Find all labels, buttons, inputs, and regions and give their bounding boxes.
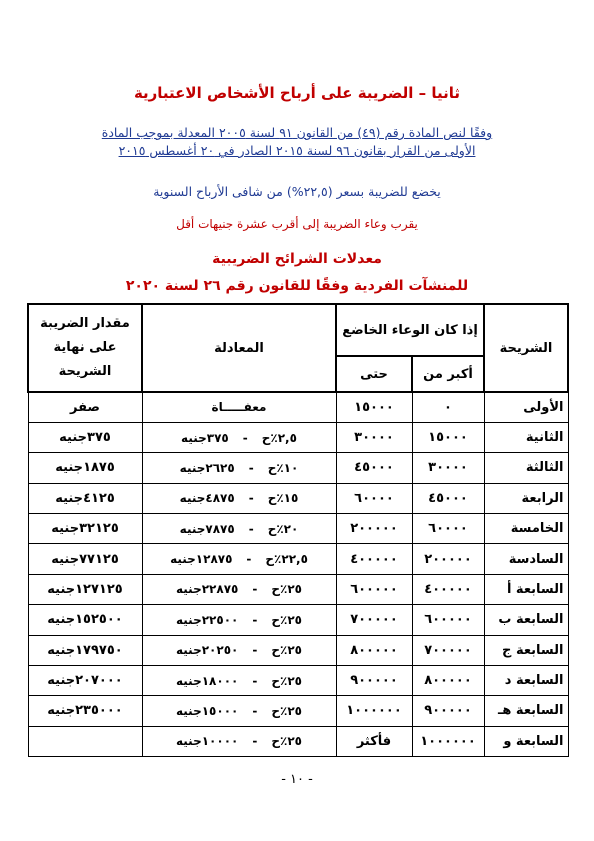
- law-reference-line-1: وفقًا لنص المادة رقم (٤٩) من القانون ٩١ لسنة ٢٠٠٥ المعدلة بموجب المادة: [101, 125, 493, 140]
- law-reference-line-2: الأولى من القرار بقانون ٩٦ لسنة ٢٠١٥ الصادر في ٢٠ أغسطس ٢٠١٥: [118, 143, 476, 158]
- table-row: [28, 696, 568, 726]
- equation-subtract: ١٢٨٧٥جنيه: [170, 552, 233, 567]
- bracket-name: الأولى: [484, 392, 568, 422]
- bracket-tax-amount: ١٨٧٥جنيه: [28, 453, 142, 483]
- bracket-from: ٠: [412, 392, 484, 422]
- equation-rate: ٢٥٪ح: [271, 703, 302, 718]
- equation-rate: ٢٥٪ح: [271, 643, 302, 658]
- bracket-to: فأكثر: [336, 726, 412, 756]
- equation-dash: -: [248, 460, 254, 475]
- bracket-tax-amount: ٢٣٥٠٠٠جنيه: [28, 696, 142, 726]
- bracket-to: ٣٠٠٠٠: [336, 422, 412, 452]
- bracket-equation: [142, 544, 336, 574]
- header-tax-amount: مقدار الضريبة على نهاية الشريحة: [28, 304, 142, 392]
- bracket-equation: [142, 422, 336, 452]
- equation-dash: -: [252, 703, 258, 718]
- bracket-tax-amount: ١٢٧١٢٥جنيه: [28, 574, 142, 604]
- law-reference-paragraph: [0, 124, 594, 160]
- equation-rate: ٢٠٪ح: [267, 521, 299, 536]
- bracket-name: السابعة ب: [484, 605, 568, 635]
- bracket-name: السابعة أ: [484, 574, 568, 604]
- table-row: [28, 422, 568, 452]
- bracket-from: ٤٠٠٠٠٠: [412, 574, 484, 604]
- bracket-to: ٤٠٠٠٠٠: [336, 544, 412, 574]
- equation-subtract: ١٨٠٠٠جنيه: [176, 673, 239, 688]
- bracket-equation: [142, 574, 336, 604]
- bracket-tax-amount: ٣٧٥جنيه: [28, 422, 142, 452]
- page-number: - ١٠ -: [281, 772, 313, 787]
- bracket-tax-amount: ٤١٢٥جنيه: [28, 483, 142, 513]
- table-row: [28, 514, 568, 544]
- table-row: [28, 392, 568, 422]
- equation-dash: -: [248, 521, 254, 536]
- bracket-equation: [142, 696, 336, 726]
- bracket-equation: [142, 605, 336, 635]
- bracket-to: ٧٠٠٠٠٠: [336, 605, 412, 635]
- bracket-from: ٦٠٠٠٠٠: [412, 605, 484, 635]
- bracket-name: الثانية: [484, 422, 568, 452]
- table-row: [28, 665, 568, 695]
- bracket-from: ٣٠٠٠٠: [412, 453, 484, 483]
- equation-dash: -: [246, 552, 252, 567]
- header-up-to: حتى: [336, 356, 412, 392]
- bracket-from: ٦٠٠٠٠: [412, 514, 484, 544]
- table-row: [28, 453, 568, 483]
- bracket-tax-amount: صفر: [28, 392, 142, 422]
- table-row: [28, 483, 568, 513]
- bracket-name: الخامسة: [484, 514, 568, 544]
- bracket-to: ١٠٠٠٠٠٠: [336, 696, 412, 726]
- table-row: [28, 726, 568, 756]
- bracket-equation: [142, 665, 336, 695]
- equation-dash: -: [252, 643, 258, 658]
- bracket-equation: معفـــــاة: [142, 392, 336, 422]
- equation-dash: -: [252, 612, 258, 627]
- tax-brackets-table: [27, 303, 569, 757]
- bracket-to: ٨٠٠٠٠٠: [336, 635, 412, 665]
- equation-dash: -: [252, 582, 258, 597]
- bracket-tax-amount: ٣٢١٢٥جنيه: [28, 514, 142, 544]
- equation-subtract: ٣٧٥جنيه: [181, 430, 229, 445]
- bracket-name: السابعة د: [484, 665, 568, 695]
- table-title: معدلات الشرائح الضريبية: [212, 251, 382, 267]
- table-row: [28, 544, 568, 574]
- bracket-equation: [142, 635, 336, 665]
- rounding-rule: يقرب وعاء الضريبة إلى أقرب عشرة جنيهات أقل: [176, 217, 418, 231]
- equation-rate: ٢٥٪ح: [271, 582, 302, 597]
- equation-dash: -: [248, 491, 254, 506]
- bracket-equation: [142, 726, 336, 756]
- bracket-to: ٦٠٠٠٠٠: [336, 574, 412, 604]
- table-row: [28, 635, 568, 665]
- equation-dash: -: [252, 673, 258, 688]
- bracket-name: الرابعة: [484, 483, 568, 513]
- table-subtitle: للمنشآت الفردية وفقًا للقانون رقم ٢٦ لسنة ٢٠٢٠: [125, 278, 469, 294]
- bracket-to: ٤٥٠٠٠: [336, 453, 412, 483]
- equation-rate: ١٥٪ح: [267, 491, 299, 506]
- equation-subtract: ٢٢٨٧٥جنيه: [176, 582, 239, 597]
- bracket-from: ٩٠٠٠٠٠: [412, 696, 484, 726]
- equation-rate: ٢٥٪ح: [271, 734, 302, 749]
- bracket-name: السابعة هـ: [484, 696, 568, 726]
- table-row: [28, 605, 568, 635]
- equation-rate: ٢٢,٥٪ح: [265, 552, 308, 567]
- bracket-to: ٩٠٠٠٠٠: [336, 665, 412, 695]
- bracket-to: ٦٠٠٠٠: [336, 483, 412, 513]
- bracket-tax-amount: [28, 726, 142, 756]
- equation-rate: ٢٥٪ح: [271, 612, 302, 627]
- bracket-name: السابعة و: [484, 726, 568, 756]
- bracket-equation: [142, 514, 336, 544]
- equation-rate: ١٠٪ح: [267, 460, 299, 475]
- equation-dash: -: [252, 734, 258, 749]
- bracket-to: ١٥٠٠٠: [336, 392, 412, 422]
- bracket-from: ٤٥٠٠٠: [412, 483, 484, 513]
- bracket-from: ٧٠٠٠٠٠: [412, 635, 484, 665]
- equation-subtract: ١٥٠٠٠جنيه: [176, 703, 239, 718]
- equation-subtract: ٢٦٢٥جنيه: [179, 460, 235, 475]
- header-equation: المعادلة: [142, 304, 336, 392]
- bracket-to: ٢٠٠٠٠٠: [336, 514, 412, 544]
- equation-dash: -: [242, 430, 248, 445]
- table-row: [28, 574, 568, 604]
- equation-rate: ٢٥٪ح: [271, 673, 302, 688]
- bracket-name: الثالثة: [484, 453, 568, 483]
- section-title: ثانيا – الضريبة على أرباح الأشخاص الاعتبارية: [133, 84, 461, 102]
- bracket-from: ٨٠٠٠٠٠: [412, 665, 484, 695]
- header-more-than: أكبر من: [412, 356, 484, 392]
- equation-rate: ٢,٥٪ح: [261, 430, 297, 445]
- bracket-tax-amount: ٧٧١٢٥جنيه: [28, 544, 142, 574]
- header-bracket: الشريحة: [484, 304, 568, 392]
- tax-rate-statement: يخضع للضريبة بسعر (٢٢,٥%) من شافى الأرباح السنوية: [153, 184, 441, 199]
- equation-subtract: ١٠٠٠٠جنيه: [176, 734, 239, 749]
- bracket-name: السابعة ج: [484, 635, 568, 665]
- bracket-from: ١٥٠٠٠: [412, 422, 484, 452]
- bracket-tax-amount: ٢٠٧٠٠٠جنيه: [28, 665, 142, 695]
- bracket-tax-amount: ١٥٢٥٠٠جنيه: [28, 605, 142, 635]
- header-income-if: إذا كان الوعاء الخاضع: [336, 304, 484, 356]
- equation-subtract: ٢٠٢٥٠جنيه: [176, 643, 239, 658]
- equation-subtract: ٤٨٧٥جنيه: [179, 491, 235, 506]
- bracket-from: ١٠٠٠٠٠٠: [412, 726, 484, 756]
- bracket-equation: [142, 483, 336, 513]
- bracket-name: السادسة: [484, 544, 568, 574]
- equation-subtract: ٢٢٥٠٠جنيه: [176, 612, 239, 627]
- equation-subtract: ٧٨٧٥جنيه: [179, 521, 235, 536]
- bracket-from: ٢٠٠٠٠٠: [412, 544, 484, 574]
- bracket-tax-amount: ١٧٩٧٥٠جنيه: [28, 635, 142, 665]
- bracket-equation: [142, 453, 336, 483]
